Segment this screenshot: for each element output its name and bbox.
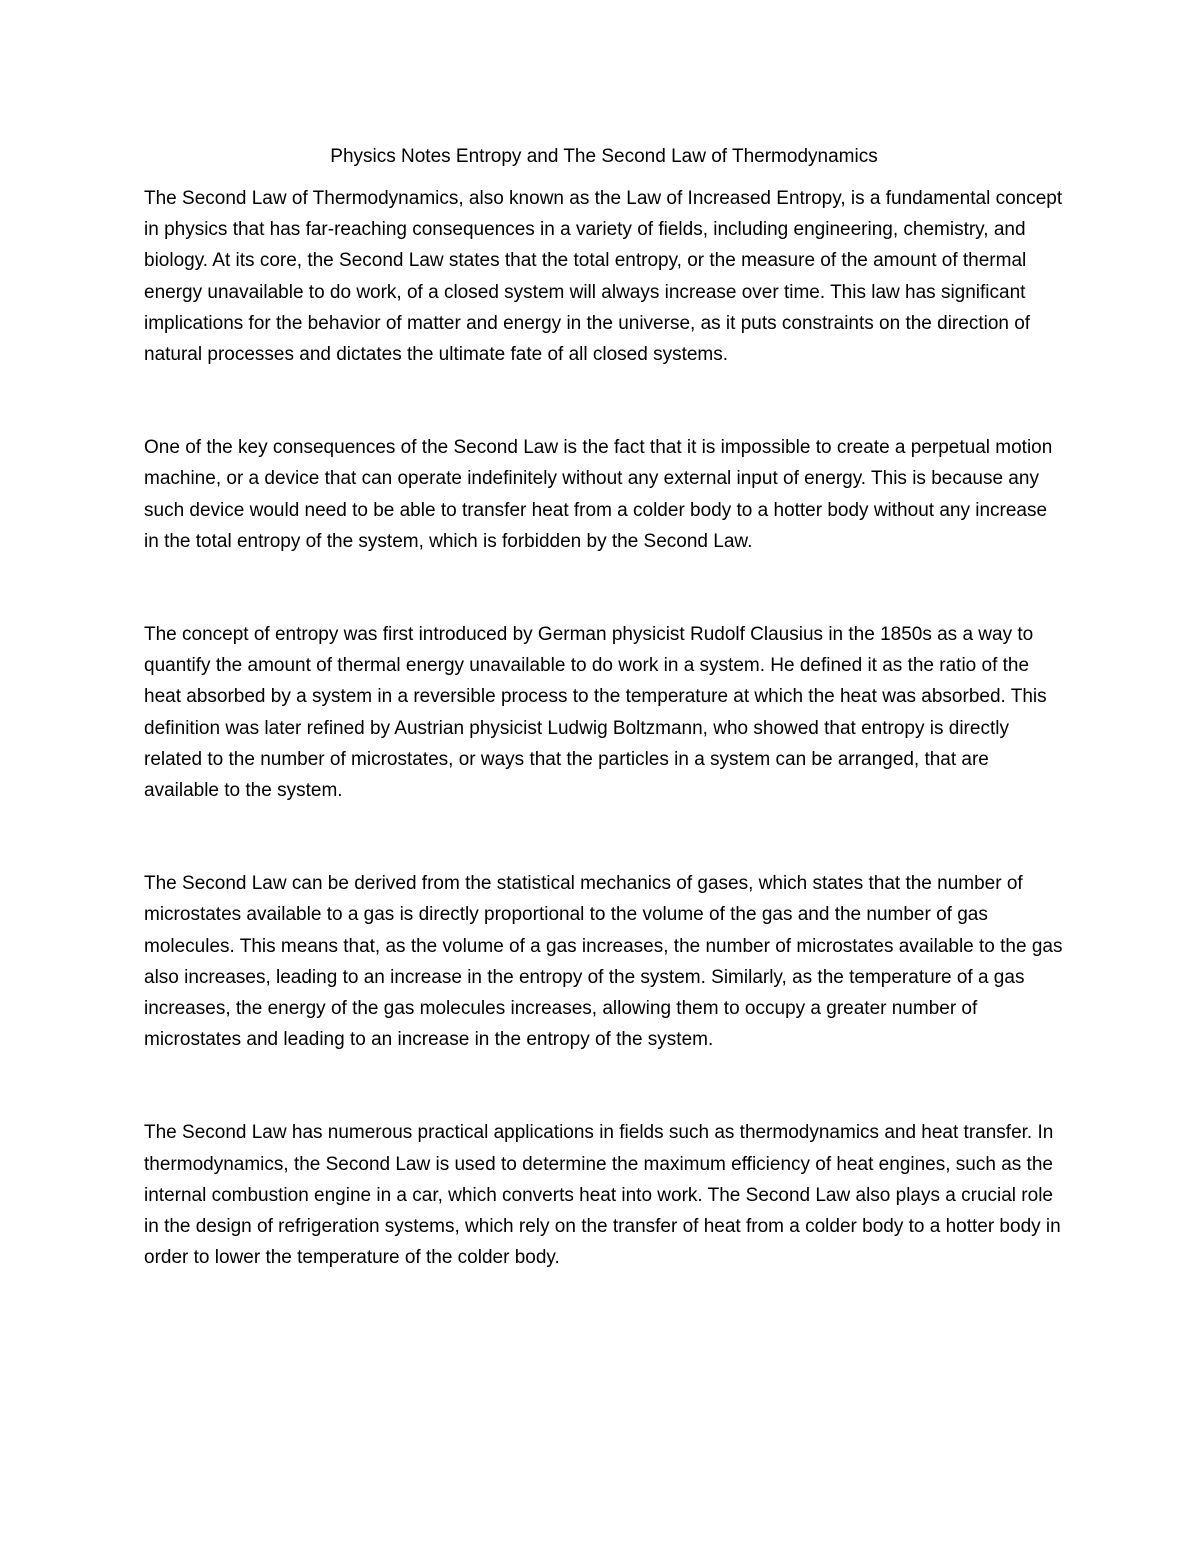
document-title: Physics Notes Entropy and The Second Law of Thermodynamics <box>330 146 878 167</box>
document-body <box>144 146 1064 1273</box>
paragraph-second-law-intro: The Second Law of Thermodynamics, also known as the Law of Increased Entropy, is a fundamental concept in physics that has far-reaching consequences in a variety of fields, including engineering, chemistry, and biology. At its core, the Second Law states that the total entropy, or the measure of the amount of thermal energy unavailable to do work, of a closed system will always increase over time. This law has significant implications for the behavior of matter and energy in the universe, as it puts constraints on the direction of natural processes and dictates the ultimate fate of all closed systems. <box>144 188 1063 366</box>
paragraph-statistical-mechanics: The Second Law can be derived from the statistical mechanics of gases, which states that the number of microstates available to a gas is directly proportional to the volume of the gas and the number of gas molecules. This means that, as the volume of a gas increases, the number of microstates available to the gas also increases, leading to an increase in the entropy of the system. Similarly, as the temperature of a gas increases, the energy of the gas molecules increases, allowing them to occupy a greater number of microstates and leading to an increase in the entropy of the system. <box>144 873 1063 1051</box>
paragraph-perpetual-motion: One of the key consequences of the Second Law is the fact that it is impossible to create a perpetual motion machine, or a device that can operate indefinitely without any external input of energy. This is because any such device would need to be able to transfer heat from a colder body to a hotter body without any increase in the total entropy of the system, which is forbidden by the Second Law. <box>144 437 1053 552</box>
paragraph-practical-applications: The Second Law has numerous practical applications in fields such as thermodynamics and heat transfer. In thermodynamics, the Second Law is used to determine the maximum efficiency of heat engines, such as the internal combustion engine in a car, which converts heat into work. The Second Law also plays a crucial role in the design of refrigeration systems, which rely on the transfer of heat from a colder body to a hotter body in order to lower the temperature of the colder body. <box>144 1122 1061 1269</box>
paragraph-entropy-history: The concept of entropy was first introduced by German physicist Rudolf Clausius in the 1850s as a way to quantify the amount of thermal energy unavailable to do work in a system. He defined it as the ratio of the heat absorbed by a system in a reversible process to the temperature at which the heat was absorbed. This definition was later refined by Austrian physicist Ludwig Boltzmann, who showed that entropy is directly related to the number of microstates, or ways that the particles in a system can be arranged, that are available to the system. <box>144 624 1047 802</box>
